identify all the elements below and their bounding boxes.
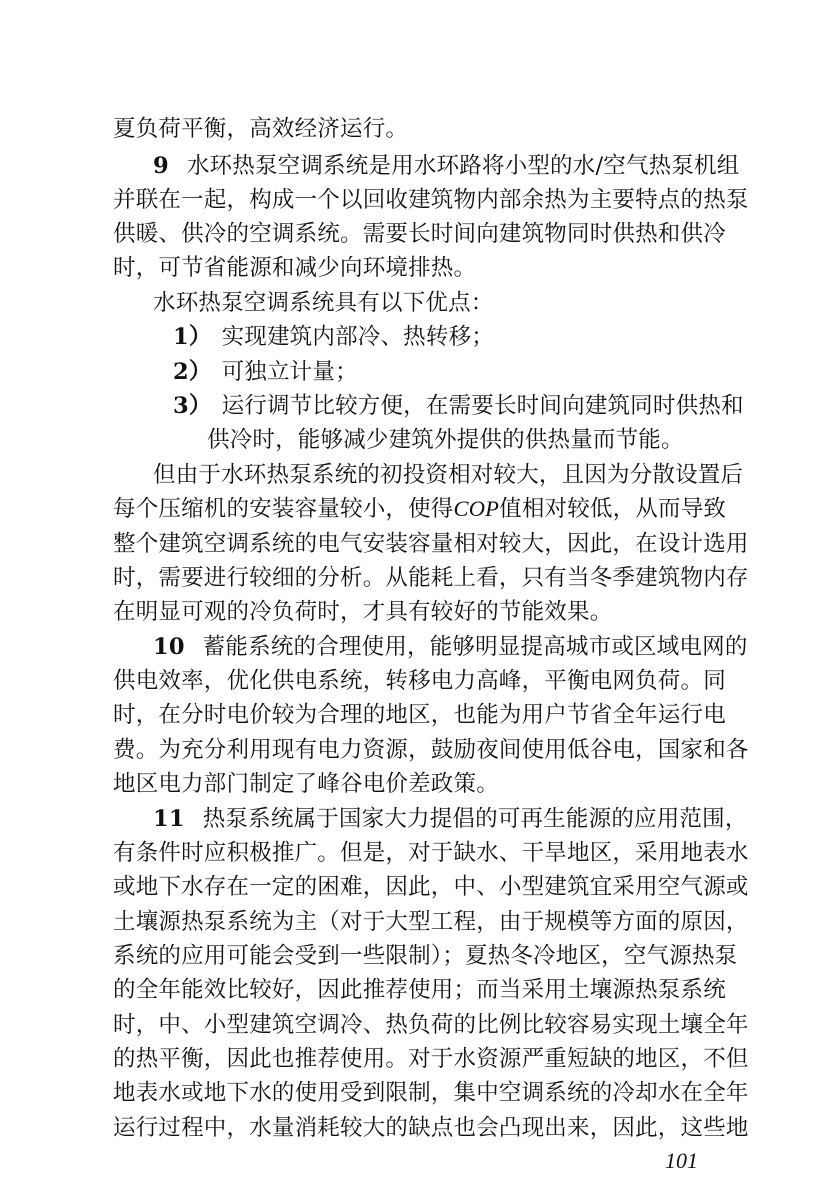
text-line: 并联在一起，构成一个以回收建筑物内部余热为主要特点的热泵	[113, 187, 749, 213]
text-line: 时，在分时电价较为合理的地区，也能为用户节省全年运行电	[113, 702, 726, 728]
list-item-number: 2）	[173, 359, 212, 385]
list-item-text: 实现建筑内部冷、热转移；	[221, 324, 494, 350]
text-line: 夏负荷平衡，高效经济运行。	[113, 116, 409, 142]
list-item-text: 运行调节比较方便，在需要长时间向建筑同时供热和	[221, 393, 744, 419]
text-line: 供电效率，优化供电系统，转移电力高峰，平衡电网负荷。同	[113, 668, 726, 694]
text-line: 水环热泵空调系统具有以下优点：	[153, 290, 494, 316]
text-span: 值相对较低，从而导致	[499, 496, 727, 522]
section-9-line-1	[153, 151, 740, 181]
text-line: 或地下水存在一定的困难，因此，中、小型建筑宜采用空气源或	[113, 874, 749, 900]
text-line: 但由于水环热泵系统的初投资相对较大，且因为分散设置后	[153, 462, 744, 488]
list-item-text: 可独立计量；	[221, 359, 358, 385]
list-item	[173, 322, 719, 352]
text-span: 水环热泵空调系统是用水环路将小型的水/空气热泵机组	[186, 153, 740, 179]
text-span: 每个压缩机的安装容量较小，使得	[113, 496, 454, 522]
section-10-line-1	[153, 632, 748, 662]
text-span: 热泵系统属于国家大力提倡的可再生能源的应用范围，	[202, 806, 748, 832]
text-line	[113, 494, 727, 524]
list-item-number: 3）	[173, 393, 212, 419]
text-line: 在明显可观的冷负荷时，才具有较好的节能效果。	[113, 599, 613, 625]
text-line: 的全年能效比较好，因此推荐使用；而当采用土壤源热泵系统	[113, 977, 726, 1003]
text-line: 时，中、小型建筑空调冷、热负荷的比例比较容易实现土壤全年	[113, 1012, 749, 1038]
list-item-continuation: 供冷时，能够减少建筑外提供的供热量而节能。	[207, 427, 684, 453]
text-line: 运行过程中，水量消耗较大的缺点也会凸现出来，因此，这些地	[113, 1115, 749, 1141]
list-item-number: 1）	[173, 324, 212, 350]
text-line: 系统的应用可能会受到一些限制）；夏热冬冷地区，空气源热泵	[113, 943, 738, 969]
section-11-line-1	[153, 804, 748, 834]
section-number: 9	[153, 153, 169, 179]
page-number: 101	[665, 1148, 698, 1173]
list-item	[173, 357, 719, 387]
text-span: 蓄能系统的合理使用，能够明显提高城市或区域电网的	[202, 634, 748, 660]
text-line: 地区电力部门制定了峰谷电价差政策。	[113, 771, 499, 797]
text-line: 地表水或地下水的使用受到限制，集中空调系统的冷却水在全年	[113, 1080, 749, 1106]
text-line: 时，可节省能源和减少向环境排热。	[113, 255, 477, 281]
text-line: 土壤源热泵系统为主（对于大型工程，由于规模等方面的原因，	[113, 909, 749, 935]
section-number: 11	[153, 806, 185, 832]
text-line: 有条件时应积极推广。但是，对于缺水、干旱地区，采用地表水	[113, 840, 749, 866]
text-line: 时，需要进行较细的分析。从能耗上看，只有当冬季建筑物内存	[113, 565, 749, 591]
text-line: 整个建筑空调系统的电气安装容量相对较大，因此，在设计选用	[113, 531, 749, 557]
cop-term: COP	[453, 496, 500, 521]
text-line: 费。为充分利用现有电力资源，鼓励夜间使用低谷电，国家和各	[113, 737, 749, 763]
text-line: 的热平衡，因此也推荐使用。对于水资源严重短缺的地区，不但	[113, 1046, 749, 1072]
section-number: 10	[153, 634, 185, 660]
list-item	[173, 391, 744, 421]
text-line: 供暖、供冷的空调系统。需要长时间向建筑物同时供热和供冷	[113, 221, 726, 247]
